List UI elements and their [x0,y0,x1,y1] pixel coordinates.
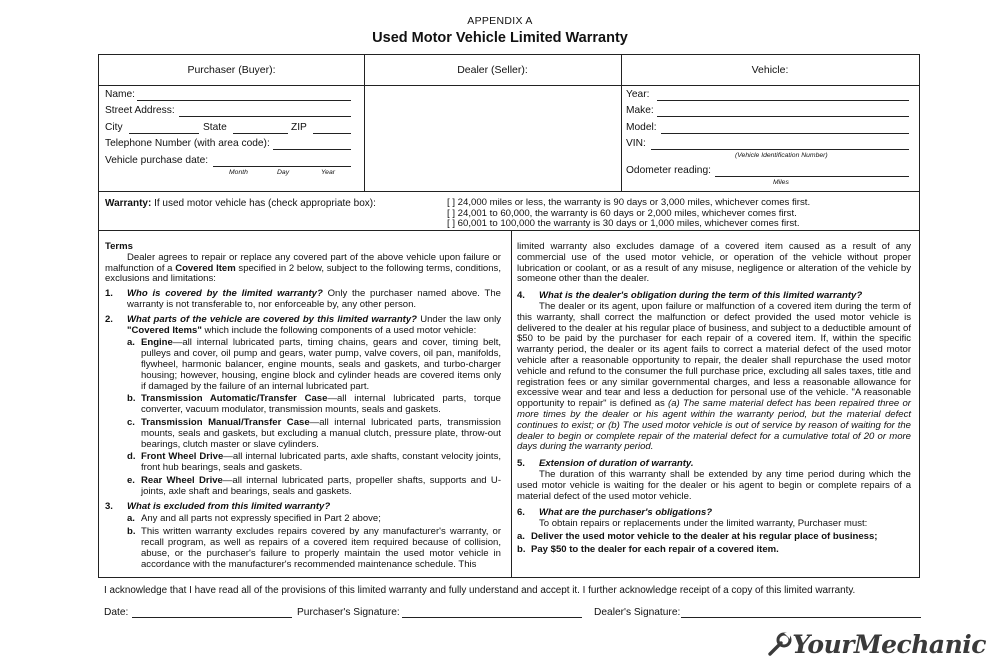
header-row-divider [99,85,919,86]
vin-label: VIN: [626,138,646,149]
warranty-label: Warranty: [105,198,152,209]
date-label: Date: [104,607,129,618]
term-2c: c. Transmission Manual/Transfer Case—all internal lubricated parts, transmission mounts, seals and gaskets, but excluding a manual clutch, pressure plate, throw-out bearings, clutch master or slave cylinders. [127,416,501,450]
vehicle-model-field[interactable] [661,133,909,134]
purchase-date-label: Vehicle purchase date: [105,155,209,166]
purchase-date-field[interactable] [213,166,351,167]
vehicle-year-field[interactable] [657,100,909,101]
dealer-column-header: Dealer (Seller): [457,64,528,76]
odometer-label: Odometer reading: [626,165,711,176]
state-field[interactable] [233,133,288,134]
terms-right-column [517,242,911,556]
term-3b: b. This written warranty excludes repairs covered by any manufacturer's warranty, or recall program, as well as repairs of a covered item required because of collision, abuse, or the purchaser's failure to properly maintain the used motor vehicle in accordance with the manufacturer's recommended maintenance schedule. This [127,526,501,570]
terms-column-divider [511,230,512,578]
zip-field[interactable] [313,133,351,134]
purchaser-signature-field[interactable] [402,617,582,618]
year-caption: Year [321,169,335,176]
terms-left-column [105,242,501,570]
wrench-icon [766,632,792,658]
terms-heading: Terms [105,241,133,252]
day-caption: Day [277,169,290,176]
street-address-label: Street Address: [105,105,175,116]
vehicle-make-field[interactable] [657,116,909,117]
month-caption: Month [229,169,248,176]
term-5-body: The duration of this warranty shall be extended by any time period during which the used motor vehicle is waiting for the dealer or his agent to begin or complete repairs of a material defect of the used motor vehicle. [517,468,911,502]
vehicle-make-label: Make: [626,105,654,116]
warranty-prompt [105,198,376,209]
vehicle-column-header: Vehicle: [751,64,789,76]
term-3: 3. What is excluded from this limited warranty? [105,500,331,512]
page-title: Used Motor Vehicle Limited Warranty [372,30,628,46]
telephone-label: Telephone Number (with area code): [105,138,270,149]
state-label: State [203,122,227,133]
term-4: 4. What is the dealer's obligation during the term of this limited warranty? [517,290,863,302]
dealer-signature-field[interactable] [681,617,921,618]
term-2: 2. What parts of the vehicle are covered by this limited warranty? Under the law only "Covered Items" which include the following components of a used motor vehicle: [105,313,501,336]
name-label: Name: [105,89,136,100]
term-6-body: To obtain repairs or replacements under the limited warranty, Purchaser must: [539,518,868,530]
purchaser-column-header: Purchaser (Buyer): [187,64,276,76]
term-2b: b. Transmission Automatic/Transfer Case—all internal lubricated parts, torque converter, vacuum modulator, transmission mounts, seals and gaskets. [127,393,501,416]
warranty-option-3[interactable]: [ ] 60,001 to 100,000 the warranty is 30 days or 1,000 miles, whichever comes first. [447,218,800,229]
miles-caption: Miles [773,179,789,186]
terms-intro: Dealer agrees to repair or replace any covered part of the above vehicle upon failure or malfunction of a Covered Item specified in 2 below, subject to the following terms, conditions, exclusions and limitations: [105,251,501,285]
warranty-option-1[interactable]: [ ] 24,000 miles or less, the warranty is 90 days or 3,000 miles, whichever comes first. [447,197,811,208]
yourmechanic-logo [766,630,986,659]
logo-text: YourMechanic [792,630,986,659]
warranty-prompt-text: If used motor vehicle has (check appropriate box): [154,198,376,209]
term-2e: e. Rear Wheel Drive—all internal lubricated parts, propeller shafts, supports and U-joints, axle shaft and bearings, seals and gaskets. [127,474,502,497]
name-field[interactable] [137,100,351,101]
term-2d: d. Front Wheel Drive—all internal lubricated parts, axle shafts, constant velocity joints, front hub bearings, seals and gaskets. [127,451,501,474]
term-3a: a. Any and all parts not expressly specified in Part 2 above; [127,513,381,525]
warranty-form [98,54,920,578]
warranty-option-2[interactable]: [ ] 24,001 to 60,000, the warranty is 60 days or 2,000 miles, whichever comes first. [447,207,797,219]
city-field[interactable] [129,133,199,134]
dealer-signature-label: Dealer's Signature: [594,607,681,618]
term-6: 6. What are the purchaser's obligations? [517,507,713,519]
odometer-field[interactable] [715,176,909,177]
vehicle-year-label: Year: [626,89,650,100]
date-field[interactable] [132,617,292,618]
telephone-field[interactable] [273,149,351,150]
appendix-label: APPENDIX A [467,15,533,27]
purchaser-signature-label: Purchaser's Signature: [297,607,400,618]
zip-label: ZIP [291,122,307,133]
vin-caption: (Vehicle Identification Number) [735,152,828,159]
term-5: 5. Extension of duration of warranty. [517,458,694,470]
vehicle-model-label: Model: [626,122,657,133]
term-2a: a. Engine—all internal lubricated parts, timing chains, gears and cover, timing belt, pulleys and cover, oil pump and gears, water pump, valve covers, oil pan, manifolds, flywheel, harmonic balancer, engine mounts, seals and gaskets, and turbo-charger housing; however, housing, engine block and cylinder heads are covered items only if damaged by the failure of an internal lubricated part. [127,337,501,392]
warranty-divider [99,230,919,231]
vin-field[interactable] [651,149,909,150]
term-1: 1. Who is covered by the limited warranty? Only the purchaser named above. The warranty is not transferable to, nor enforceable by, any other person. [105,288,501,310]
term-6a: a. Deliver the used motor vehicle to the dealer at his regular place of business; [517,530,878,542]
term-3b-continued: limited warranty also excludes damage of a covered item caused as a result of any commercial use of the used motor vehicle, or operation of the vehicle without proper lubrication or coolant, or as a result of any misuse, negligence or alteration of the vehicle by someone other than the dealer. [517,241,911,285]
term-6b: b. Pay $50 to the dealer for each repair of a covered item. [517,543,779,555]
city-label: City [105,122,123,133]
acknowledgement-text: I acknowledge that I have read all of the provisions of this limited warranty and fully understand and accept it. I further acknowledge receipt of a copy of this limited warranty. [104,585,856,596]
street-address-field[interactable] [179,116,351,117]
fields-divider [99,191,919,192]
term-4-body: The dealer or its agent, upon failure or malfunction of a covered item during the term of this warranty, shall correct the malfunction or defect provided the used motor vehicle is delivered to the dealer at his regular place of business, and subject to a deductible amount of $50 to be paid by the purchaser for each repair of a covered item. If, within the specific warranty period, the dealer or its agent fails to correct a material defect of the used motor vehicle after a reasonable opportunity to repair, the dealer shall repurchase the used motor vehicle and refund to the consumer the full purchase price, excluding all sales taxes, title and registration fees or any similar governmental charges, and less a reasonable allowance for excessive wear and tear and less a deduction for personal use of the vehicle. "A reasonable opportunity to repair" is defined as (a) The same material defect has been repaired three or more times by the dealer or his agent within the warranty period, but the material defect continues to exist; or (b) The used motor vehicle is out of service by reason of waiting for the dealer to begin or complete repair of the material defect for a cumulative total of 20 or more days during the warranty period. [517,300,911,453]
